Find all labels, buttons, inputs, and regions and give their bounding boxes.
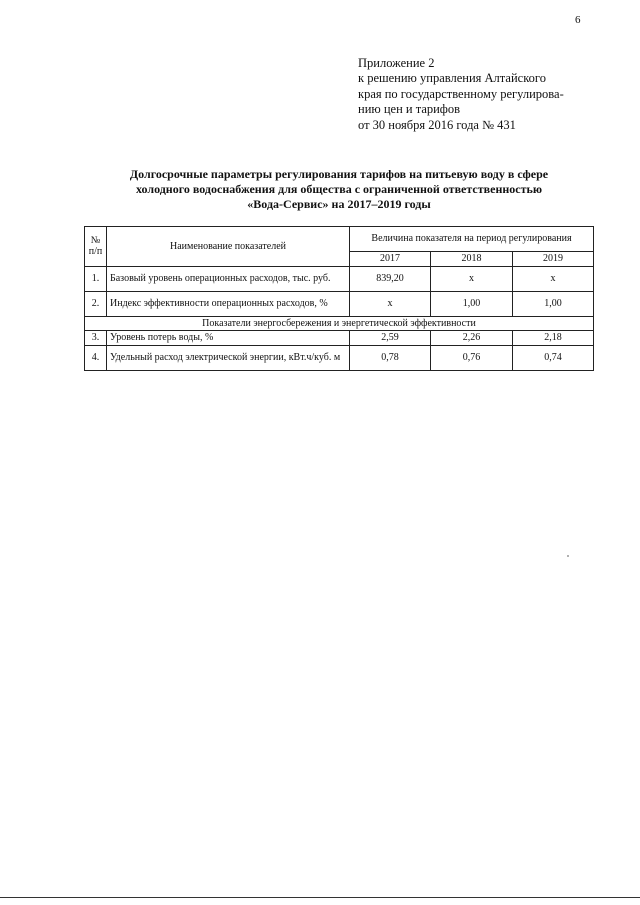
title-line: холодного водоснабжения для общества с ограниченной ответственностью xyxy=(135,182,543,196)
row-name: Базовый уровень операционных расходов, тыс. руб. xyxy=(107,266,350,291)
title-line: Долгосрочные параметры регулирования тарифов на питьевую воду в сфере xyxy=(129,167,549,181)
row-value: 839,20 xyxy=(350,266,431,291)
row-name: Уровень потерь воды, % xyxy=(107,331,350,346)
parameters-table xyxy=(84,226,594,371)
row-value: 2,26 xyxy=(431,331,513,346)
section-row xyxy=(85,316,594,331)
row-value: 0,76 xyxy=(431,346,513,371)
row-value: х xyxy=(350,291,431,316)
bottom-edge-line xyxy=(0,897,640,898)
row-value: х xyxy=(431,266,513,291)
header-value-group: Величина показателя на период регулирования xyxy=(350,227,594,252)
scan-artifact xyxy=(567,555,569,557)
table-row xyxy=(85,346,594,371)
header-num: № п/п xyxy=(85,227,107,267)
row-name: Удельный расход электрической энергии, кВт.ч/куб. м xyxy=(107,346,350,371)
appendix-line: к решению управления Алтайского xyxy=(358,71,546,86)
row-value: х xyxy=(513,266,594,291)
row-num: 1. xyxy=(85,266,107,291)
table-row xyxy=(85,266,594,291)
row-num: 2. xyxy=(85,291,107,316)
page-number: 6 xyxy=(575,14,581,26)
row-num: 4. xyxy=(85,346,107,371)
document-title xyxy=(100,167,578,212)
appendix-line: края по государственному регулирова- xyxy=(358,86,564,101)
row-name: Индекс эффективности операционных расходов, % xyxy=(107,291,350,316)
row-value: 1,00 xyxy=(513,291,594,316)
row-value: 2,18 xyxy=(513,331,594,346)
header-name: Наименование показателей xyxy=(107,227,350,267)
header-year-2018: 2018 xyxy=(431,252,513,267)
header-year-2017: 2017 xyxy=(350,252,431,267)
row-value: 0,74 xyxy=(513,346,594,371)
appendix-line: нию цен и тарифов xyxy=(358,102,461,117)
table-row xyxy=(85,331,594,346)
section-title: Показатели энергосбережения и энергетической эффективности xyxy=(85,316,594,331)
header-year-2019: 2019 xyxy=(513,252,594,267)
row-value: 0,78 xyxy=(350,346,431,371)
title-line: «Вода-Сервис» на 2017–2019 годы xyxy=(247,197,431,211)
row-value: 2,59 xyxy=(350,331,431,346)
appendix-line: от 30 ноября 2016 года № 431 xyxy=(358,117,516,132)
table-row xyxy=(85,291,594,316)
appendix-block xyxy=(358,56,564,133)
row-num: 3. xyxy=(85,331,107,346)
row-value: 1,00 xyxy=(431,291,513,316)
appendix-line: Приложение 2 xyxy=(358,56,435,70)
